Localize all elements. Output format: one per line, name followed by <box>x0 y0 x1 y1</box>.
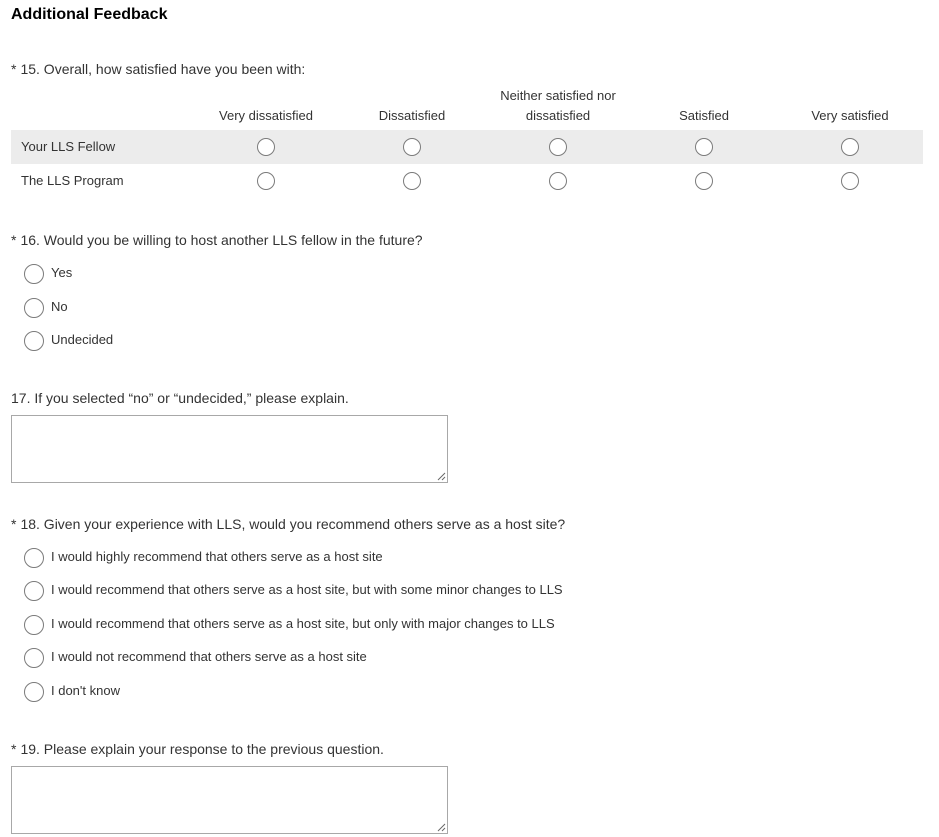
question-16-text: 16. Would you be willing to host another LLS fellow in the future? <box>20 232 423 248</box>
question-19-text: 19. Please explain your response to the previous question. <box>20 741 384 757</box>
option-yes-label: Yes <box>51 265 73 280</box>
col-very-satisfied: Very satisfied <box>811 108 889 123</box>
radio-recommend-minor[interactable] <box>24 581 44 601</box>
matrix-row-fellow <box>11 130 923 164</box>
radio-highly-recommend[interactable] <box>24 548 44 568</box>
radio-recommend-major[interactable] <box>24 615 44 635</box>
question-17-title: 17. If you selected “no” or “undecided,” please explain. <box>11 390 349 406</box>
option-not-recommend-label: I would not recommend that others serve as a host site <box>51 649 367 664</box>
row-label-fellow: Your LLS Fellow <box>21 139 116 154</box>
question-18-title <box>11 516 565 532</box>
col-very-dissatisfied: Very dissatisfied <box>219 108 313 123</box>
option-undecided-label: Undecided <box>51 332 114 347</box>
explain-textarea-17[interactable] <box>11 415 448 483</box>
radio-program-very-satisfied[interactable] <box>841 172 859 190</box>
radio-not-recommend[interactable] <box>24 648 44 668</box>
question-19-title <box>11 741 384 757</box>
option-recommend-minor-label: I would recommend that others serve as a host site, but with some minor changes to LLS <box>51 582 563 597</box>
resize-grip-icon[interactable] <box>436 471 446 481</box>
explain-textarea-19[interactable] <box>11 766 448 834</box>
matrix-row-program <box>11 164 923 198</box>
radio-program-satisfied[interactable] <box>695 172 713 190</box>
col-neither: Neither satisfied nor dissatisfied <box>500 88 616 123</box>
radio-program-very-dissatisfied[interactable] <box>257 172 275 190</box>
radio-yes[interactable] <box>24 264 44 284</box>
matrix-header <box>11 86 923 130</box>
radio-no[interactable] <box>24 298 44 318</box>
required-marker: * <box>11 61 17 77</box>
required-marker: * <box>11 232 17 248</box>
question-15-title <box>11 61 305 77</box>
required-marker: * <box>11 741 17 757</box>
radio-undecided[interactable] <box>24 331 44 351</box>
radio-fellow-satisfied[interactable] <box>695 138 713 156</box>
radio-fellow-very-satisfied[interactable] <box>841 138 859 156</box>
option-highly-recommend-label: I would highly recommend that others serve as a host site <box>51 549 383 564</box>
question-15-text: 15. Overall, how satisfied have you been with: <box>20 61 306 77</box>
radio-fellow-neither[interactable] <box>549 138 567 156</box>
radio-program-neither[interactable] <box>549 172 567 190</box>
required-marker: * <box>11 516 17 532</box>
col-satisfied: Satisfied <box>679 108 729 123</box>
option-no-label: No <box>51 299 68 314</box>
satisfaction-matrix <box>11 86 923 198</box>
radio-fellow-very-dissatisfied[interactable] <box>257 138 275 156</box>
radio-program-dissatisfied[interactable] <box>403 172 421 190</box>
col-dissatisfied: Dissatisfied <box>378 108 446 123</box>
option-dont-know-label: I don't know <box>51 683 120 698</box>
question-18-text: 18. Given your experience with LLS, would you recommend others serve as a host site? <box>20 516 566 532</box>
question-16-title <box>11 232 423 248</box>
row-label-program: The LLS Program <box>21 173 124 188</box>
section-title: Additional Feedback <box>11 6 168 23</box>
option-recommend-major-label: I would recommend that others serve as a host site, but only with major changes to LLS <box>51 616 555 631</box>
radio-dont-know[interactable] <box>24 682 44 702</box>
resize-grip-icon[interactable] <box>436 822 446 832</box>
radio-fellow-dissatisfied[interactable] <box>403 138 421 156</box>
